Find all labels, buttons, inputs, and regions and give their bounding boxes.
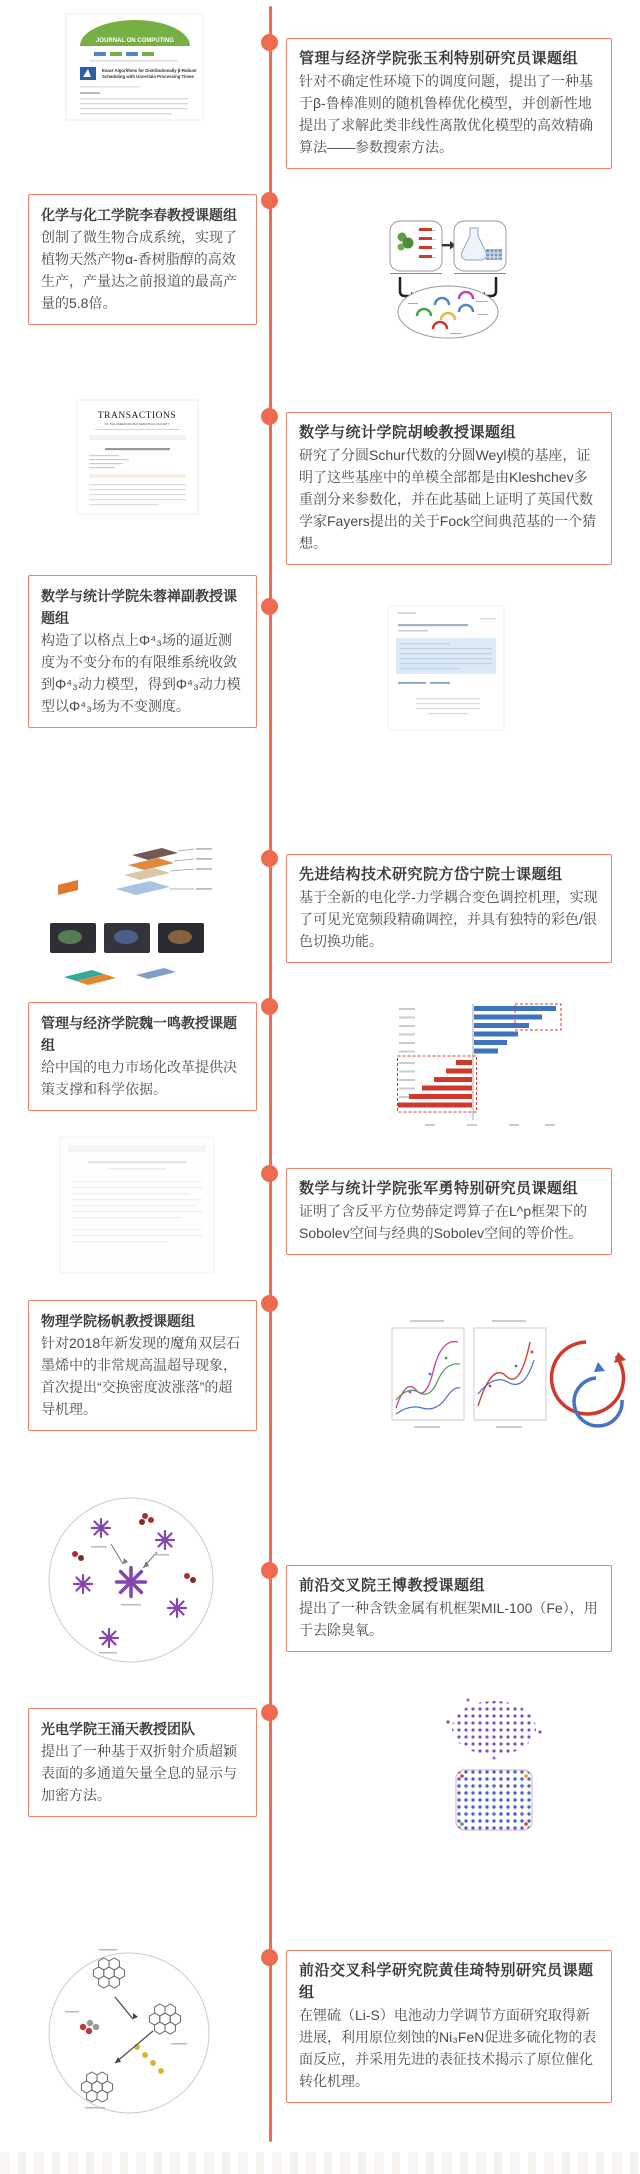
group-summary: 针对不确定性环境下的调度问题，提出了一种基于β-鲁棒准则的随机鲁棒优化模型，并创新性地提出了求解此类非线性离散优化模型的高效精确算法——参数搜索方法。 <box>299 73 593 155</box>
rule <box>390 273 442 274</box>
author-dash <box>108 1168 166 1170</box>
header-dash <box>398 612 416 614</box>
journal-subtitle: OF THE AMERICAN MATHEMATICAL SOCIETY <box>104 422 170 426</box>
paper-title-line2: Scheduling with Uncertain Processing Times <box>102 74 194 79</box>
group-title: 管理与经济学院张玉利特别研究员课题组 <box>299 50 579 67</box>
plot-panel-right <box>474 1328 546 1420</box>
diagram-circle <box>49 1953 209 2113</box>
fluctuation-arc-arrows <box>551 1342 626 1426</box>
research-group-card <box>28 194 257 325</box>
research-group-card <box>286 38 612 169</box>
rule <box>454 273 506 274</box>
group-title: 管理与经济学院魏一鸣教授课题组 <box>41 1015 237 1053</box>
group-summary: 证明了含反平方位势薛定谔算子在L^p框架下的Sobolev空间与经典的Sobolev空间的等价性。 <box>299 1203 588 1241</box>
research-group-card <box>28 575 257 728</box>
link-dash <box>430 682 450 684</box>
group-title: 光电学院王涌天教授团队 <box>41 1721 195 1737</box>
group-summary: 基于全新的电化学-力学耦合变色调控机理，实现了可见光宽频段精确调控，并具有独特的彩色/银色切换功能。 <box>299 889 598 949</box>
timeline-dot <box>261 1562 278 1579</box>
rule <box>95 429 180 430</box>
figure-mof-diagram <box>45 1488 217 1673</box>
figure-superconductivity-plots <box>390 1308 630 1461</box>
hologram-grid-panel <box>456 1770 532 1830</box>
timeline-dot <box>261 598 278 615</box>
header-band <box>68 1145 206 1152</box>
article-title-bar <box>105 448 170 450</box>
group-title: 数学与统计学院胡峻教授课题组 <box>299 424 517 441</box>
figure-lithium-sulfur-diagram <box>45 1935 213 2132</box>
link-dash <box>398 682 426 684</box>
timeline-dot <box>261 1295 278 1312</box>
group-summary: 创制了微生物合成系统，实现了植物天然产物α-香树脂醇的高效生产，产量达之前报道的最高产量的5.8倍。 <box>41 229 237 311</box>
figure-policy-bar-chart <box>395 998 567 1138</box>
timeline-line <box>269 6 272 2142</box>
research-group-card <box>28 1708 257 1817</box>
title-dash <box>88 1161 186 1164</box>
group-title: 先进结构技术研究院方岱宁院士课题组 <box>299 866 563 883</box>
timeline-dot <box>261 1949 278 1966</box>
research-group-card <box>286 1950 612 2103</box>
axis-tick-dashes <box>425 1124 555 1126</box>
plot-panel-left <box>392 1328 464 1420</box>
highlight-band <box>89 474 186 478</box>
group-summary: 针对2018年新发现的魔角双层石墨烯中的非常规高温超导现象，首次提出“交换密度波涨落”的超导机理。 <box>41 1335 241 1417</box>
group-title: 数学与统计学院张军勇特别研究员课题组 <box>299 1180 579 1197</box>
figure-hologram-panels <box>428 1692 560 1842</box>
hologram-dot-cloud <box>446 1698 541 1759</box>
group-title: 物理学院杨帆教授课题组 <box>41 1313 195 1329</box>
research-group-card <box>28 1002 257 1111</box>
journal-banner-text: JOURNAL ON COMPUTING <box>96 38 174 44</box>
rule <box>90 60 178 62</box>
research-group-card <box>286 1565 612 1652</box>
figure-paper-abstract <box>386 604 506 737</box>
nav-band <box>89 435 186 440</box>
timeline-dot <box>261 408 278 425</box>
header-dash <box>480 618 496 620</box>
group-summary: 提出了一种含铁金属有机框架MIL-100（Fe），用于去除臭氧。 <box>299 1600 598 1638</box>
group-summary: 研究了分圆Schur代数的分圆Weyl模的基座，证明了这些基座中的单模全部都是由Kleshchev多重剖分来参数化，并在此基础上证明了英国代数学家Fayers提出的关于Fock空间典范基的一个猜想。 <box>299 447 597 551</box>
figure-biosynthesis-diagram <box>378 215 518 345</box>
timeline-dot <box>261 1165 278 1182</box>
paper-title-bar <box>398 624 468 626</box>
research-group-card <box>286 412 612 565</box>
isometric-blocks <box>64 968 176 985</box>
research-group-card <box>286 1168 612 1255</box>
timeline-dot <box>261 34 278 51</box>
research-group-card <box>286 854 612 963</box>
timeline-dot <box>261 850 278 867</box>
sem-panels <box>50 923 204 953</box>
timeline-dot <box>261 998 278 1015</box>
paper-title-line1: Exact Algorithms for Distributionally β-Robust <box>102 68 197 73</box>
row-label-dashes <box>399 1008 415 1107</box>
group-summary: 提出了一种基于双折射介质超颖表面的多通道矢量全息的显示与加密方法。 <box>41 1743 237 1803</box>
figure-electrochromic-device <box>40 845 218 998</box>
red-bars <box>398 1060 472 1108</box>
group-summary: 给中国的电力市场化改革提供决策支撑和科学依据。 <box>41 1059 237 1097</box>
research-group-card <box>28 1300 257 1431</box>
journal-title: TRANSACTIONS <box>97 411 177 421</box>
group-summary: 在锂硫（Li-S）电池动力学调节方面研究取得新进展，利用原位刻蚀的Ni₃FeN促进多硫化物的表面反应，并采用先进的表征技术揭示了原位催化转化机理。 <box>299 2007 597 2089</box>
figure-math-paper <box>58 1135 216 1280</box>
layer-stack-schematic <box>116 848 212 895</box>
wedge-sample <box>58 880 78 895</box>
author-dash <box>398 630 428 632</box>
group-title: 前沿交叉院王博教授课题组 <box>299 1577 486 1594</box>
figure-transactions-journal <box>75 398 200 521</box>
solar-panel-icon <box>486 249 502 260</box>
timeline-dot <box>261 1704 278 1721</box>
group-summary: 构造了以格点上Φ⁴₃场的逼近测度为不变分布的有限维系统收敛到Φ⁴₃动力模型，得到Φ⁴₃动力模型以Φ⁴₃场为不变测度。 <box>41 632 241 714</box>
timeline-dot <box>261 192 278 209</box>
figure-informs-paper <box>62 12 207 127</box>
cutoff-watermark-text <box>0 2152 640 2174</box>
group-title: 数学与统计学院朱蓉禅副教授课题组 <box>41 588 237 626</box>
group-title: 化学与化工学院李春教授课题组 <box>41 207 237 223</box>
group-title: 前沿交叉科学研究院黄佳琦特别研究员课题组 <box>299 1962 594 2001</box>
